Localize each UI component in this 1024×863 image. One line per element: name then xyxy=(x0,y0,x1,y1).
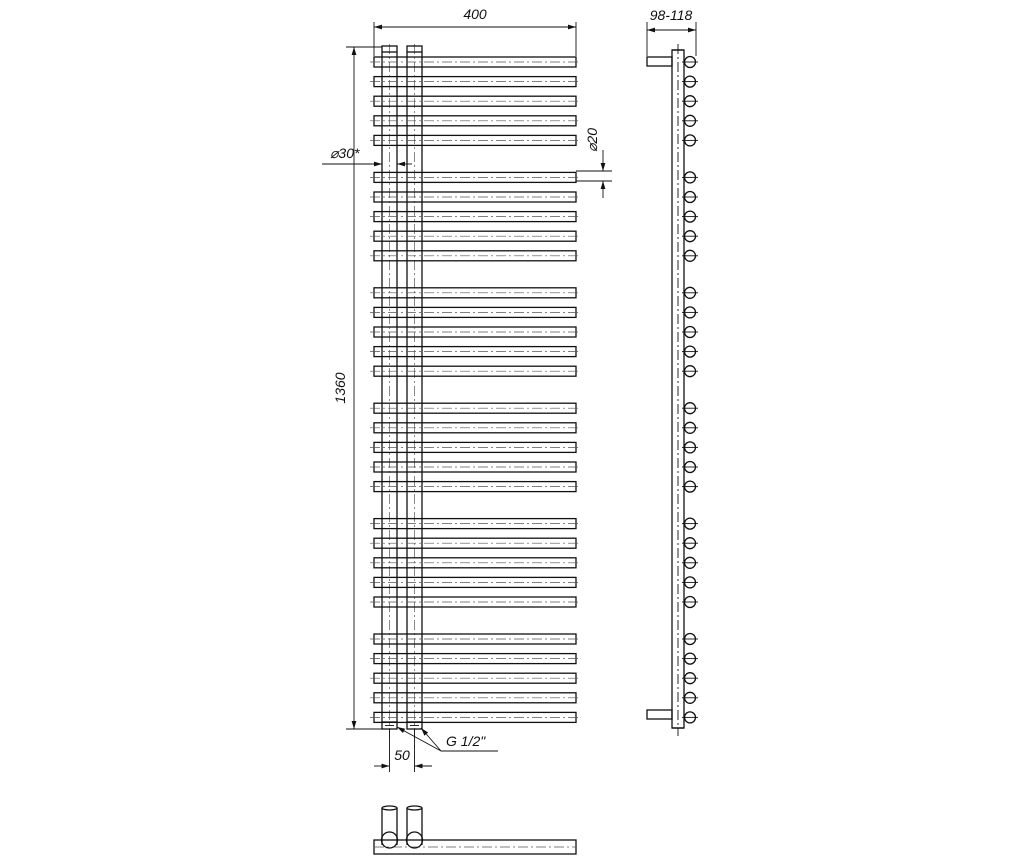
width-label: 400 xyxy=(463,6,487,22)
vertical-collectors xyxy=(382,44,422,740)
side-view xyxy=(647,7,698,736)
tube-diameter-label: ⌀20 xyxy=(584,127,600,153)
tube-diameter-dimension xyxy=(576,128,612,198)
height-label: 1360 xyxy=(332,372,348,404)
thread-dimension xyxy=(397,727,498,751)
front-view xyxy=(322,6,612,772)
width-dimension xyxy=(374,6,576,56)
collector-diameter-dimension xyxy=(322,145,412,172)
depth-dimension xyxy=(647,7,696,56)
depth-label: 98-118 xyxy=(649,7,693,23)
top-view xyxy=(374,806,576,854)
connection-spacing-dimension xyxy=(374,729,432,772)
thread-label: G 1/2" xyxy=(446,733,486,749)
collector-diameter-label: ⌀30* xyxy=(330,145,360,161)
horizontal-tubes xyxy=(370,57,580,722)
connection-spacing-label: 50 xyxy=(394,747,410,763)
